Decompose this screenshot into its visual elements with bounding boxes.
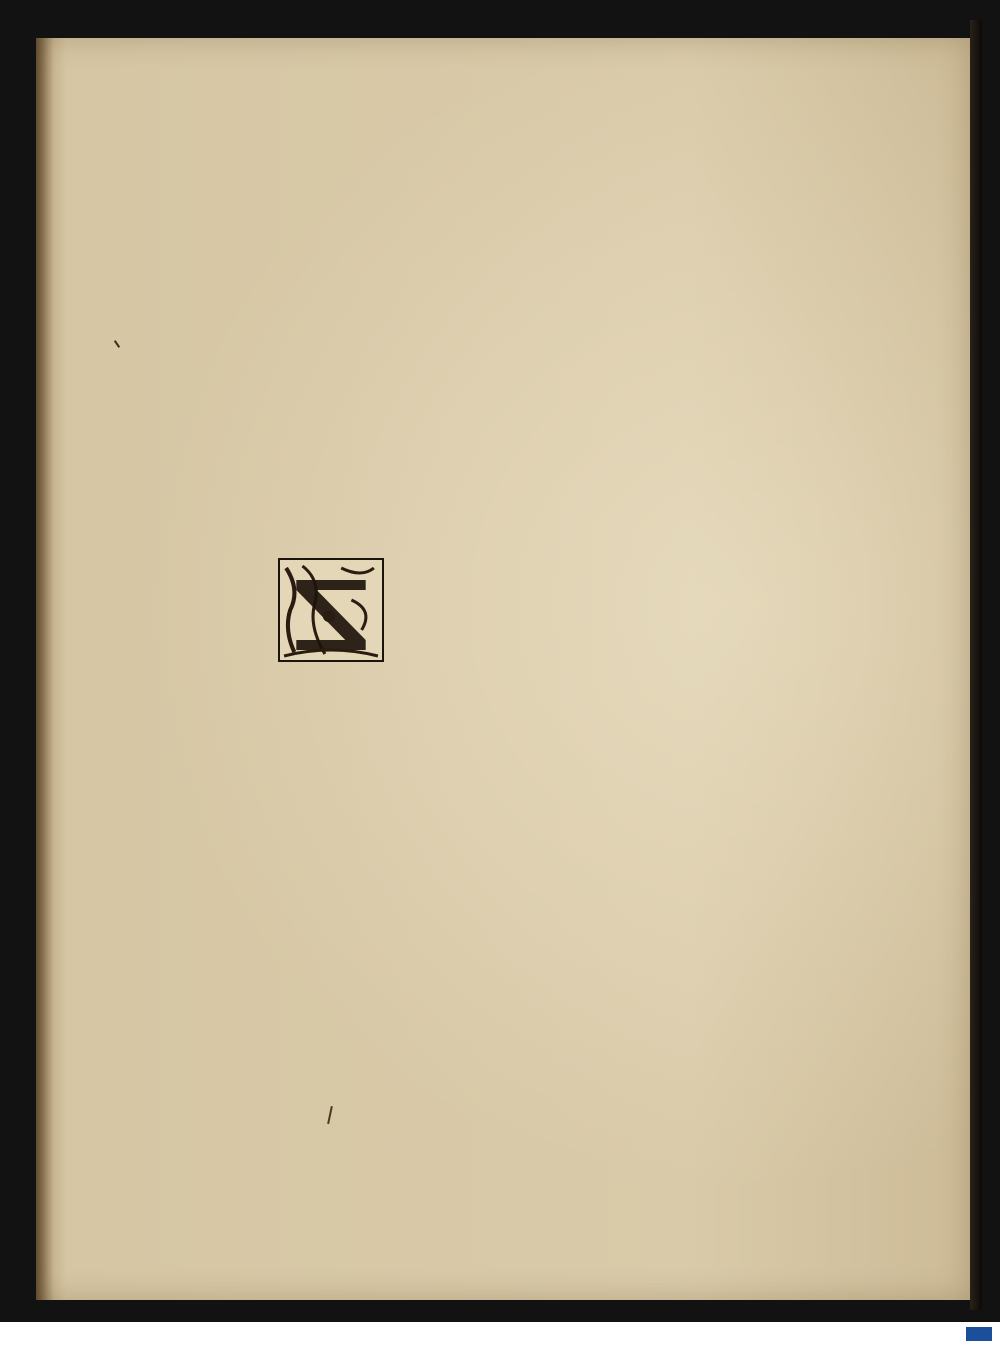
footer-bar [0, 1322, 1000, 1349]
book-edge [970, 20, 982, 1310]
decorated-initial-icon [278, 558, 384, 662]
spine-shadow [36, 38, 54, 1300]
book-page [36, 38, 970, 1300]
dfg-logo [966, 1327, 992, 1341]
